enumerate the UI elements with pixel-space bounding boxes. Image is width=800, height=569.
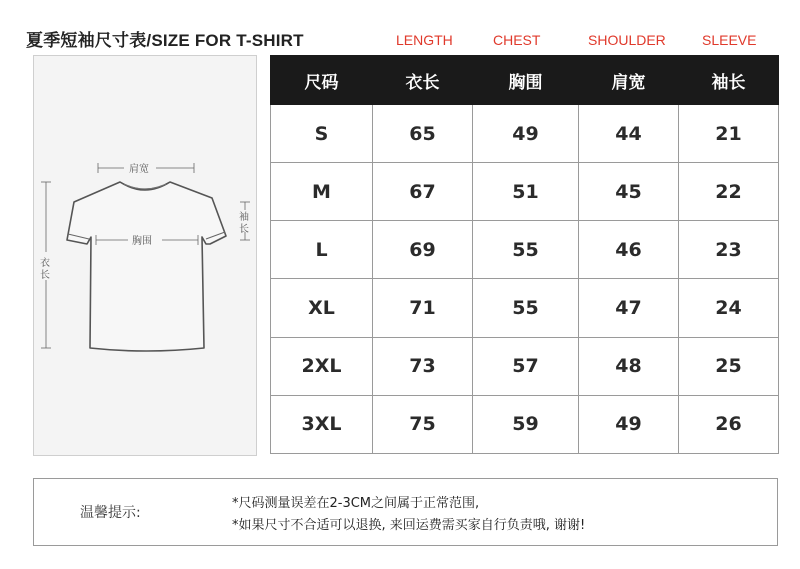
shoulder-cell: 46 [579, 221, 679, 279]
table-row [271, 163, 779, 221]
column-header-length: 衣长 [373, 56, 473, 105]
tshirt-outline-icon [67, 182, 226, 351]
shoulder-cell: 48 [579, 337, 679, 395]
length-cell: 75 [373, 395, 473, 453]
shoulder-cell: 49 [579, 395, 679, 453]
sleeve-cell: 26 [679, 395, 779, 453]
sleeve-cell: 24 [679, 279, 779, 337]
shoulder-cell: 47 [579, 279, 679, 337]
tip-line-tolerance: *尺码测量误差在2-3CM之间属于正常范围, [232, 496, 480, 511]
english-header-sleeve: SLEEVE [702, 32, 757, 48]
length-label-1: 衣 [40, 258, 50, 269]
size-table [270, 55, 779, 454]
page-title: 夏季短袖尺寸表/SIZE FOR T-SHIRT [26, 31, 304, 50]
sleeve-cell: 25 [679, 337, 779, 395]
shoulder-label: 肩宽 [129, 164, 149, 175]
column-header-shoulder: 肩宽 [579, 56, 679, 105]
chest-label: 胸围 [132, 236, 152, 247]
length-cell: 73 [373, 337, 473, 395]
tshirt-measure-diagram [34, 56, 258, 457]
sleeve-cell: 21 [679, 105, 779, 163]
size-cell: L [271, 221, 373, 279]
table-row [271, 279, 779, 337]
english-header-length: LENGTH [396, 32, 453, 48]
size-cell: 3XL [271, 395, 373, 453]
column-header-sleeve: 袖长 [679, 56, 779, 105]
size-cell: 2XL [271, 337, 373, 395]
english-header-shoulder: SHOULDER [588, 32, 666, 48]
chest-cell: 59 [473, 395, 579, 453]
tips-label: 温馨提示: [80, 505, 141, 521]
column-header-size: 尺码 [271, 56, 373, 105]
tshirt-diagram [33, 55, 257, 456]
chest-cell: 57 [473, 337, 579, 395]
tip-line-returns: *如果尺寸不合适可以退换, 来回运费需买家自行负责哦, 谢谢! [232, 518, 586, 533]
table-row [271, 395, 779, 453]
size-cell: XL [271, 279, 373, 337]
shoulder-cell: 45 [579, 163, 679, 221]
table-row [271, 337, 779, 395]
column-header-chest: 胸围 [473, 56, 579, 105]
chest-cell: 55 [473, 279, 579, 337]
table-row [271, 105, 779, 163]
length-cell: 67 [373, 163, 473, 221]
sleeve-cell: 23 [679, 221, 779, 279]
tips-box [33, 478, 778, 546]
sleeve-label-1: 袖 [239, 212, 249, 223]
length-cell: 65 [373, 105, 473, 163]
sleeve-label-2: 长 [239, 224, 249, 235]
length-label-2: 长 [40, 270, 50, 281]
english-header-chest: CHEST [493, 32, 541, 48]
chest-cell: 51 [473, 163, 579, 221]
shoulder-cell: 44 [579, 105, 679, 163]
table-header-row [271, 56, 779, 105]
length-cell: 71 [373, 279, 473, 337]
table-row [271, 221, 779, 279]
chest-cell: 49 [473, 105, 579, 163]
length-cell: 69 [373, 221, 473, 279]
size-cell: S [271, 105, 373, 163]
sleeve-cell: 22 [679, 163, 779, 221]
size-cell: M [271, 163, 373, 221]
chest-cell: 55 [473, 221, 579, 279]
